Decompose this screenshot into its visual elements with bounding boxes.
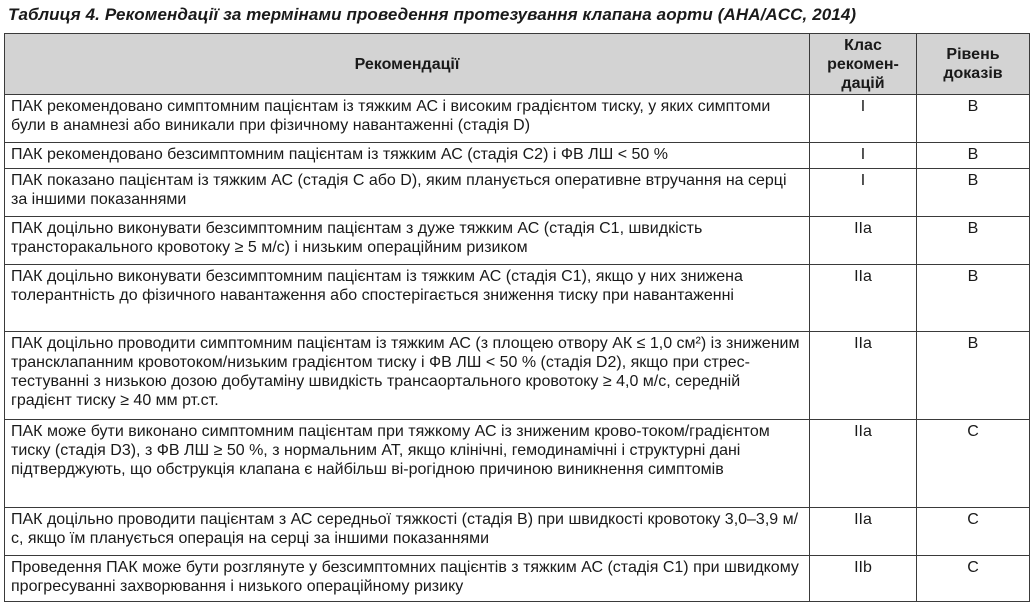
header-level: Рівень доказів bbox=[917, 34, 1030, 95]
level-value: B bbox=[917, 95, 1030, 143]
class-value: IIa bbox=[810, 265, 917, 332]
class-value: I bbox=[810, 169, 917, 217]
level-value: B bbox=[917, 169, 1030, 217]
table-row bbox=[5, 217, 1030, 265]
level-value: B bbox=[917, 265, 1030, 332]
table-row bbox=[5, 332, 1030, 420]
table-row bbox=[5, 265, 1030, 332]
recommendation-text: ПАК показано пацієнтам із тяжким АС (стадія С або D), яким планується оперативне втручання на серці за іншими показаннями bbox=[5, 169, 810, 217]
class-value: IIa bbox=[810, 508, 917, 556]
table-row bbox=[5, 169, 1030, 217]
table-row bbox=[5, 95, 1030, 143]
class-value: IIa bbox=[810, 332, 917, 420]
recommendation-text: ПАК доцільно проводити пацієнтам з АС середньої тяжкості (стадія В) при швидкості кровотоку 3,0–3,9 м/с, якщо їм планується операція на серці за іншими показаннями bbox=[5, 508, 810, 556]
level-value: B bbox=[917, 217, 1030, 265]
recommendation-text: ПАК може бути виконано симптомним пацієнтам при тяжкому АС із зниженим крово-током/градієнтом тиску (стадія D3), з ФВ ЛШ ≥ 50 %, з нормальним АТ, якщо клінічні, гемодинамічні і структурні дані підтверджують, що обструкція клапана є найбільш ві-рогідною причиною виникнення симптомів bbox=[5, 420, 810, 508]
level-value: C bbox=[917, 556, 1030, 602]
recommendation-text: ПАК рекомендовано симптомним пацієнтам із тяжким АС і високим градієнтом тиску, у яких симптоми були в анамнезі або виникали при фізичному навантаженні (стадія D) bbox=[5, 95, 810, 143]
class-value: I bbox=[810, 95, 917, 143]
header-class: Клас рекомен-дацій bbox=[810, 34, 917, 95]
recommendation-text: Проведення ПАК може бути розглянуте у безсимптомних пацієнтів з тяжким АС (стадія C1) при швидкому прогресуванні захворювання і низького операційному ризику bbox=[5, 556, 810, 602]
table-row bbox=[5, 420, 1030, 508]
class-value: I bbox=[810, 143, 917, 169]
level-value: B bbox=[917, 143, 1030, 169]
recommendation-text: ПАК рекомендовано безсимптомним пацієнтам із тяжким АС (стадія C2) і ФВ ЛШ < 50 % bbox=[5, 143, 810, 169]
class-value: IIa bbox=[810, 217, 917, 265]
table-title: Таблиця 4. Рекомендації за термінами проведення протезування клапана аорти (AHA/ACC, 2014) bbox=[8, 5, 857, 24]
table-row bbox=[5, 556, 1030, 602]
class-value: IIa bbox=[810, 420, 917, 508]
recommendation-text: ПАК доцільно проводити симптомним пацієнтам із тяжким АС (з площею отвору АК ≤ 1,0 см²) із зниженим трансклапанним кровотоком/низьким градієнтом тиску і ФВ ЛШ < 50 % (стадія D2), якщо при стрес-тестуванні з низькою дозою добутаміну швидкість трансаортального кровотоку ≥ 4,0 м/с, середній градієнт тиску ≥ 40 мм рт.ст. bbox=[5, 332, 810, 420]
level-value: C bbox=[917, 420, 1030, 508]
level-value: B bbox=[917, 332, 1030, 420]
recommendation-text: ПАК доцільно виконувати безсимптомним пацієнтам з дуже тяжким АС (стадія C1, швидкість трансторакального кровотоку ≥ 5 м/с) і низьким операційним ризиком bbox=[5, 217, 810, 265]
header-row bbox=[5, 34, 1030, 95]
table-row bbox=[5, 508, 1030, 556]
table-row bbox=[5, 143, 1030, 169]
header-recommendations: Рекомендації bbox=[5, 34, 810, 95]
recommendation-text: ПАК доцільно виконувати безсимптомним пацієнтам із тяжким АС (стадія C1), якщо у них знижена толерантність до фізичного навантаження або спостерігається зниження тиску при навантаженні bbox=[5, 265, 810, 332]
level-value: C bbox=[917, 508, 1030, 556]
recommendations-table bbox=[4, 33, 1030, 602]
class-value: IIb bbox=[810, 556, 917, 602]
